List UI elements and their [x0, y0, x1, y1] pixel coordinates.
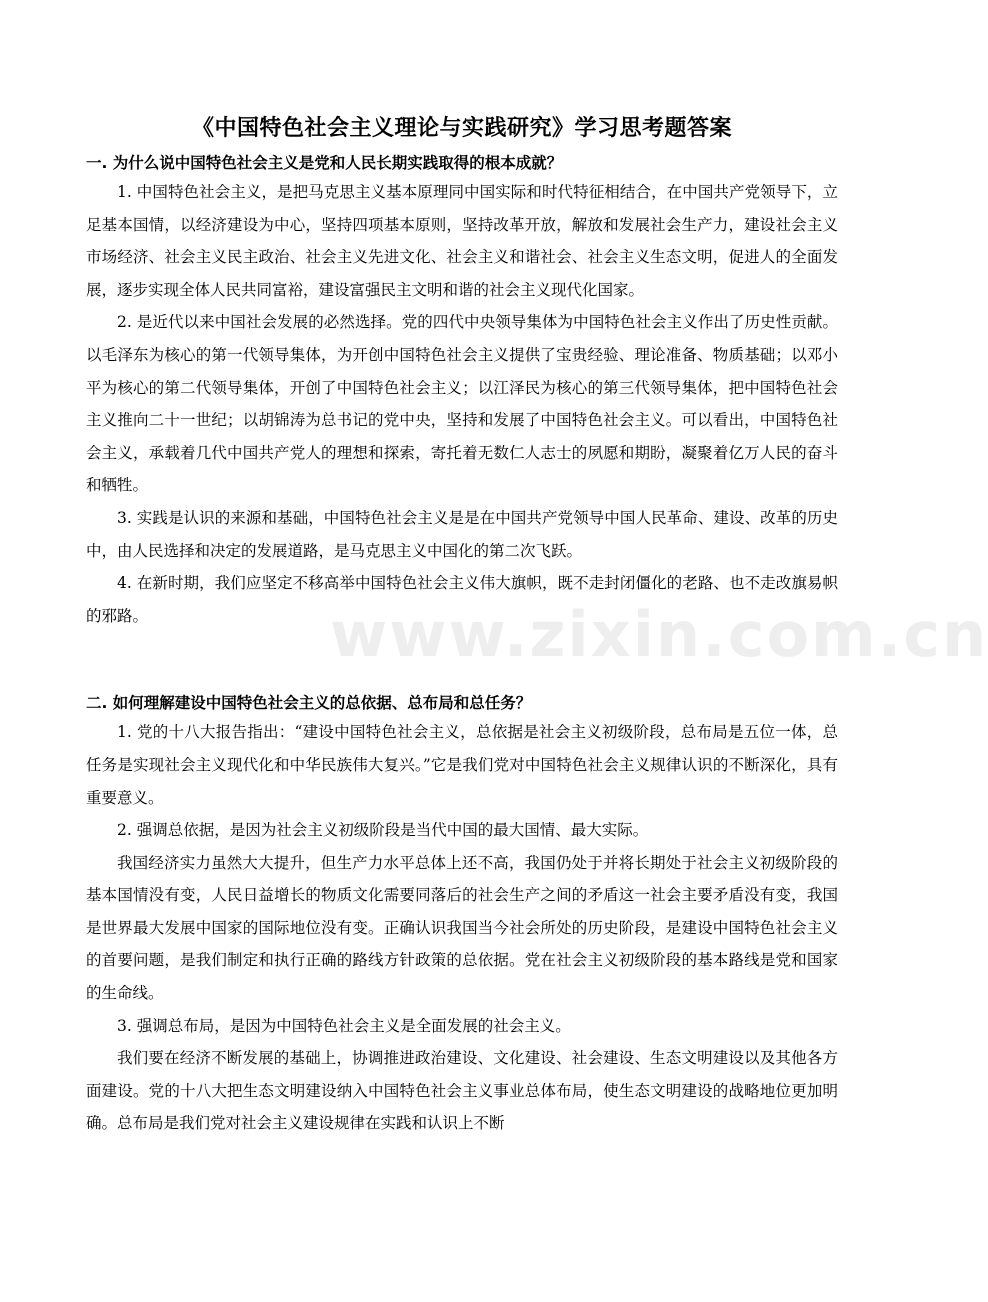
paragraph: 1. 中国特色社会主义，是把马克思主义基本原理同中国实际和时代特征相结合，在中国共产党领导下，立足基本国情，以经济建设为中心，坚持四项基本原则，坚持改革开放，解放和发展社会生产力，建设社会主义市场经济、社会主义民主政治、社会主义先进文化、社会主义和谐社会、社会主义生态文明，促进人的全面发展，逐步实现全体人民共同富裕，建设富强民主文明和谐的社会主义现代化国家。: [86, 183, 838, 299]
section-heading: 二. 如何理解建设中国特色社会主义的总依据、总布局和总任务？: [86, 694, 532, 713]
paragraph: 4. 在新时期，我们应坚定不移高举中国特色社会主义伟大旗帜，既不走封闭僵化的老路、也不走改旗易帜的邪路。: [86, 574, 838, 625]
paragraph: 3. 实践是认识的来源和基础，中国特色社会主义是是在中国共产党领导中国人民革命、建设、改革的历史中，由人民选择和决定的发展道路，是马克思主义中国化的第二次飞跃。: [86, 508, 838, 560]
section-heading: 一. 为什么说中国特色社会主义是党和人民长期实践取得的根本成就？: [86, 154, 563, 172]
paragraph: 3. 强调总布局，是因为中国特色社会主义是全面发展的社会主义。: [117, 1016, 571, 1035]
paragraph: 2. 强调总依据，是因为社会主义初级阶段是当代中国的最大国情、最大实际。: [117, 821, 649, 840]
document-title: 《中国特色社会主义理论与实践研究》学习思考题答案: [191, 116, 732, 141]
watermark: www.zixin.com.cn: [330, 598, 988, 671]
section-1: [86, 150, 838, 632]
paragraph: 2. 是近代以来中国社会发展的必然选择。党的四代中央领导集体为中国特色社会主义作出了历史性贡献。以毛泽东为核心的第一代领导集体，为开创中国特色社会主义提供了宝贵经验、理论准备、物质基础；以邓小平为核心的第二代领导集体，开创了中国特色社会主义；以江泽民为核心的第三代领导集体，把中国特色社会主义推向二十一世纪；以胡锦涛为总书记的党中央，坚持和发展了中国特色社会主义。可以看出，中国特色社会主义，承载着几代中国共产党人的理想和探索，寄托着无数仁人志士的夙愿和期盼，凝聚着亿万人民的奋斗和牺牲。: [86, 313, 838, 495]
document-page: [86, 112, 838, 1140]
paragraph: 我国经济实力虽然大大提升，但生产力水平总体上还不高，我国仍处于并将长期处于社会主义初级阶段的基本国情没有变，人民日益增长的物质文化需要同落后的社会生产之间的矛盾这一社会主要矛盾没有变，我国是世界最大发展中国家的国际地位没有变。正确认识我国当今社会所处的历史阶段，是建设中国特色社会主义的首要问题，是我们制定和执行正确的路线方针政策的总依据。党在社会主义初级阶段的基本路线是党和国家的生命线。: [86, 853, 838, 1003]
section-2: [86, 690, 838, 1140]
paragraph: 我们要在经济不断发展的基础上，协调推进政治建设、文化建设、社会建设、生态文明建设以及其他各方面建设。党的十八大把生态文明建设纳入中国特色社会主义事业总体布局，使生态文明建设的战略地位更加明确。总布局是我们党对社会主义建设规律在实践和认识上不断: [86, 1049, 838, 1133]
paragraph: 1. 党的十八大报告指出：“建设中国特色社会主义，总依据是社会主义初级阶段，总布局是五位一体，总任务是实现社会主义现代化和中华民族伟大复兴。”它是我们党对中国特色社会主义规律认识的不断深化，具有重要意义。: [86, 723, 838, 807]
